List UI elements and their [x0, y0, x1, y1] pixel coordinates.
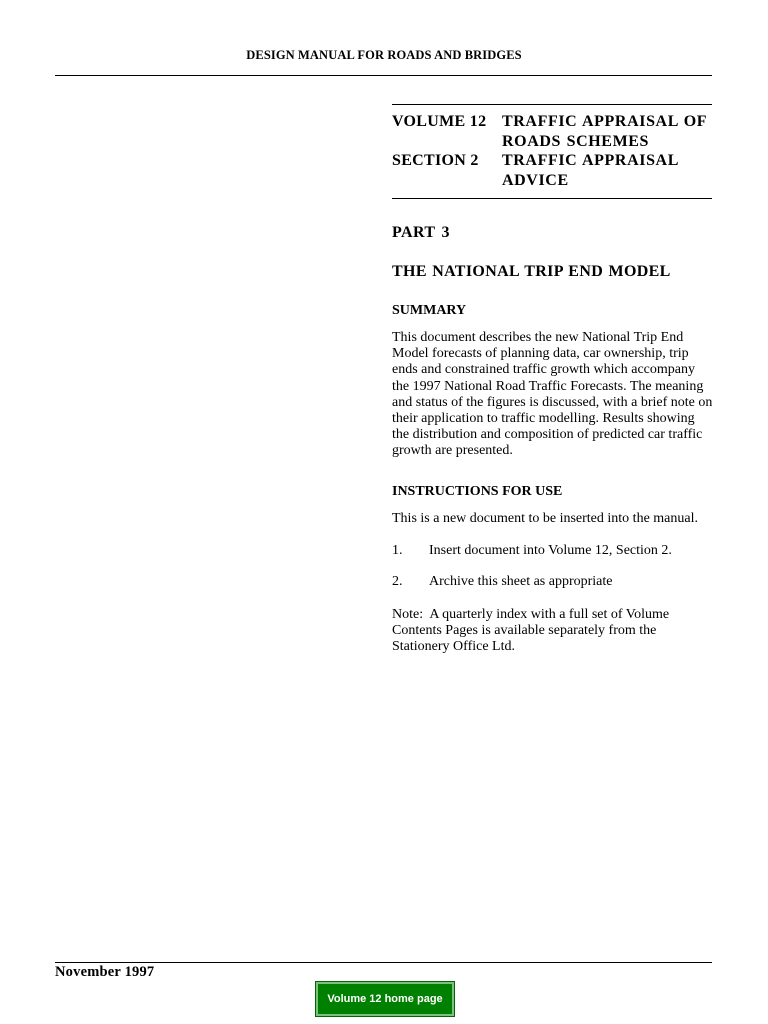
volume-row [392, 112, 712, 151]
instructions-heading: INSTRUCTIONS FOR USE [392, 484, 563, 499]
volume-block-bottom-rule [392, 198, 712, 199]
section-title: TRAFFIC APPRAISAL ADVICE [502, 152, 679, 189]
volume-label: VOLUME 12 [392, 113, 487, 130]
list-item-text: Archive this sheet as appropriate [429, 574, 613, 589]
section-row [392, 151, 712, 190]
section-label: SECTION 2 [392, 152, 479, 169]
list-item-number: 1. [392, 543, 403, 558]
summary-heading: SUMMARY [392, 303, 467, 318]
footer-rule [55, 962, 712, 963]
volume-block [392, 112, 712, 190]
header-rule [55, 75, 712, 76]
note-text: Note: A quarterly index with a full set of Volume Contents Pages is available separately from the Stationery Office Ltd. [392, 607, 673, 655]
footer-date: November 1997 [55, 964, 155, 980]
list-item [392, 543, 714, 559]
list-item [392, 574, 714, 590]
running-header: DESIGN MANUAL FOR ROADS AND BRIDGES [246, 48, 522, 62]
list-item-number: 2. [392, 574, 403, 589]
volume-block-top-rule [392, 104, 712, 105]
document-title: THE NATIONAL TRIP END MODEL [392, 263, 671, 280]
list-item-text: Insert document into Volume 12, Section 2. [429, 543, 672, 558]
instructions-intro: This is a new document to be inserted into the manual. [392, 511, 698, 526]
part-number: PART 3 [392, 224, 450, 241]
summary-text: This document describes the new National Trip End Model forecasts of planning data, car ownership, trip ends and constrained traffic growth which accompany the 1997 National Road Traffic Forecasts. The meaning and status of the figures is discussed, with a brief note on their application to traffic modelling. Results showing the distribution and composition of predicted car traffic growth are presented. [392, 330, 713, 459]
volume-home-page-button[interactable]: Volume 12 home page [316, 982, 454, 1016]
volume-title: TRAFFIC APPRAISAL OF ROADS SCHEMES [502, 113, 707, 150]
